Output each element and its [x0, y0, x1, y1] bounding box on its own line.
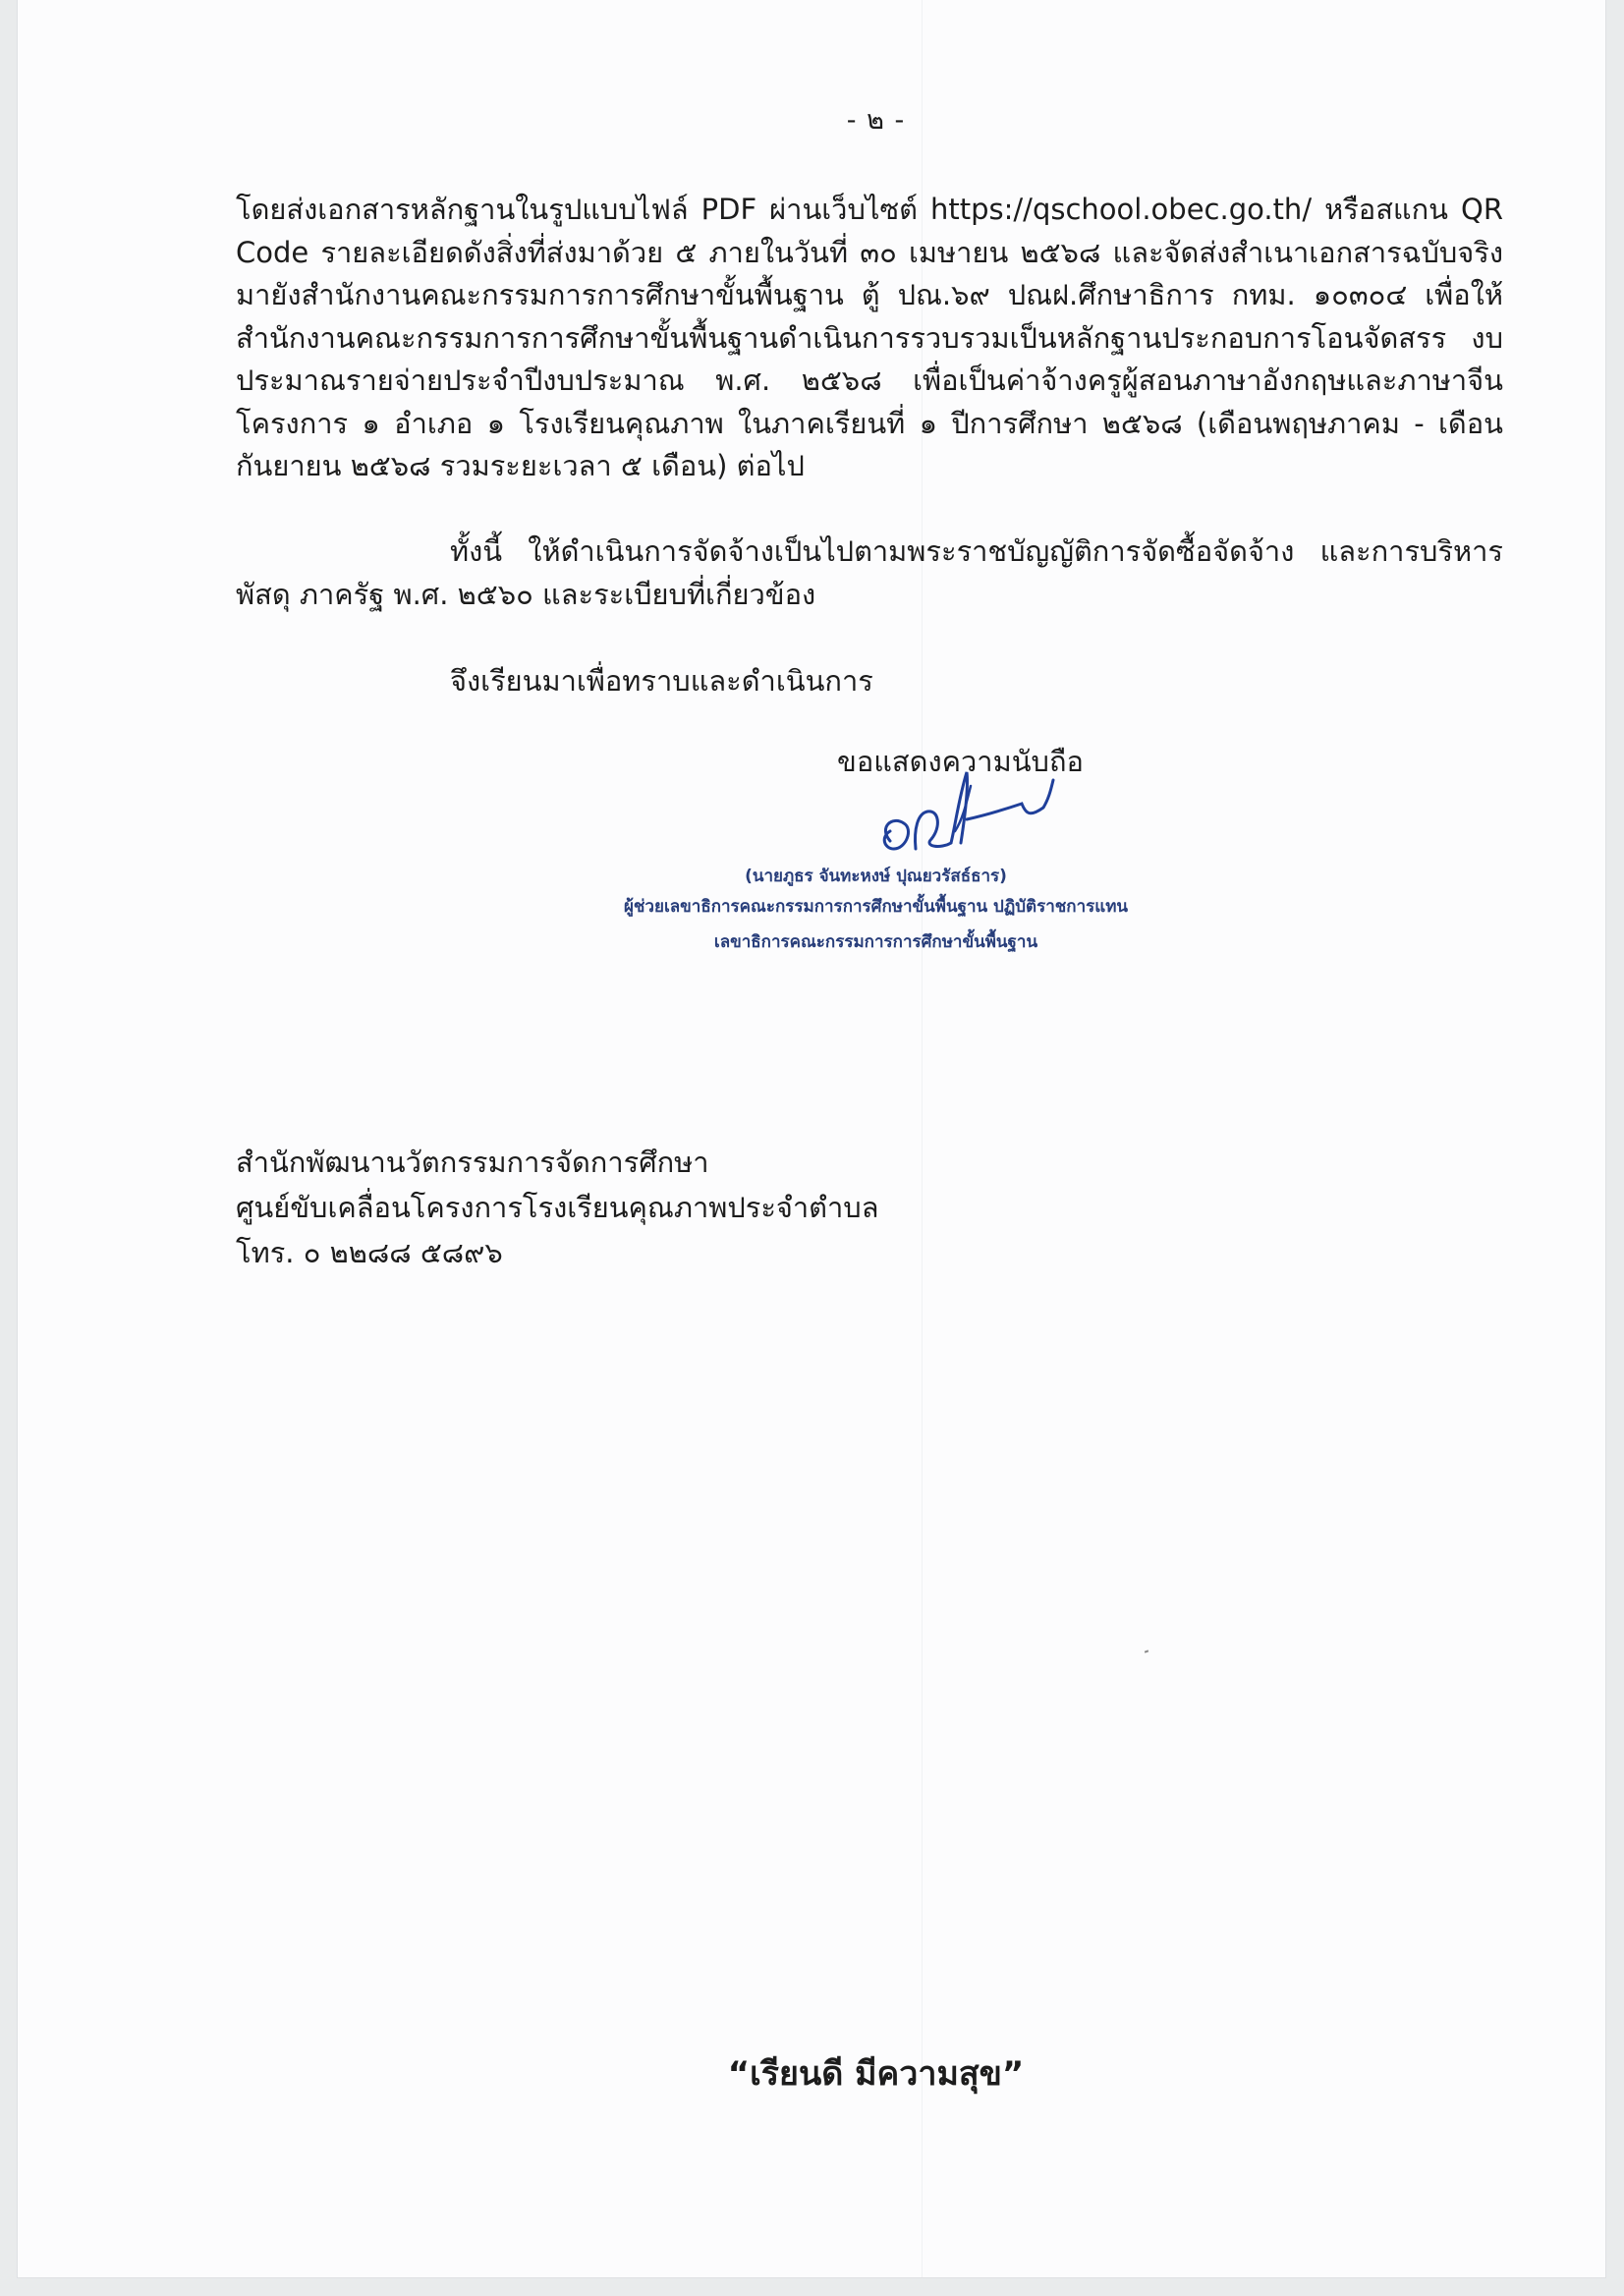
- office-name: สำนักพัฒนานวัตกรรมการจัดการศึกษา: [236, 1146, 709, 1179]
- body-paragraph-2: ทั้งนี้ ให้ดำเนินการจัดจ้างเป็นไปตามพระราชบัญญัติการจัดซื้อจัดจ้าง และการบริหารพัสดุ ภาครัฐ พ.ศ. ๒๕๖๐ และระเบียบที่เกี่ยวข้อง: [236, 534, 1503, 611]
- closing-salutation: ขอแสดงความนับถือ: [837, 745, 1084, 778]
- office-phone: โทร. ๐ ๒๒๘๘ ๕๘๙๖: [236, 1236, 503, 1269]
- body-paragraph-3: จึงเรียนมาเพื่อทราบและดำเนินการ: [450, 664, 873, 698]
- signer-position: ผู้ช่วยเลขาธิการคณะกรรมการการศึกษาขั้นพื้นฐาน ปฏิบัติราชการแทน: [623, 897, 1129, 917]
- office-unit: ศูนย์ขับเคลื่อนโครงการโรงเรียนคุณภาพประจำตำบล: [236, 1191, 879, 1224]
- signer-position-2: เลขาธิการคณะกรรมการการศึกษาขั้นพื้นฐาน: [713, 932, 1038, 952]
- office-contact: [236, 1140, 878, 1275]
- signer-name: (นายภูธร จันทะหงษ์ ปุณยวรัสธ์ธาร): [745, 867, 1007, 886]
- slogan: “เรียนดี มีความสุข”: [727, 2054, 1025, 2094]
- page-number: - ๒ -: [846, 105, 906, 136]
- signature: [857, 758, 1073, 876]
- body-paragraph-1: โดยส่งเอกสารหลักฐานในรูปแบบไฟล์ PDF ผ่านเว็บไซต์ https://qschool.obec.go.th/ หรือสแกน QR Code รายละเอียดดังสิ่งที่ส่งมาด้วย ๕ ภายในวันที่ ๓๐ เมษายน ๒๕๖๘ และจัดส่งสำเนาเอกสารฉบับจริง มายังสำนักงานคณะกรรมการการศึกษาขั้นพื้นฐาน ตู้ ปณ.๖๙ ปณฝ.ศึกษาธิการ กทม. ๑๐๓๐๔ เพื่อให้ สำนักงานคณะกรรมการการศึกษาขั้นพื้นฐานดำเนินการรวบรวมเป็นหลักฐานประกอบการโอนจัดสรร งบประมาณรายจ่ายประจำปีงบประมาณ พ.ศ. ๒๕๖๘ เพื่อเป็นค่าจ้างครูผู้สอนภาษาอังกฤษและภาษาจีน โครงการ ๑ อำเภอ ๑ โรงเรียนคุณภาพ ในภาคเรียนที่ ๑ ปีการศึกษา ๒๕๖๘ (เดือนพฤษภาคม - เดือน กันยายน ๒๕๖๘ รวมระยะเวลา ๕ เดือน) ต่อไป: [236, 193, 1503, 482]
